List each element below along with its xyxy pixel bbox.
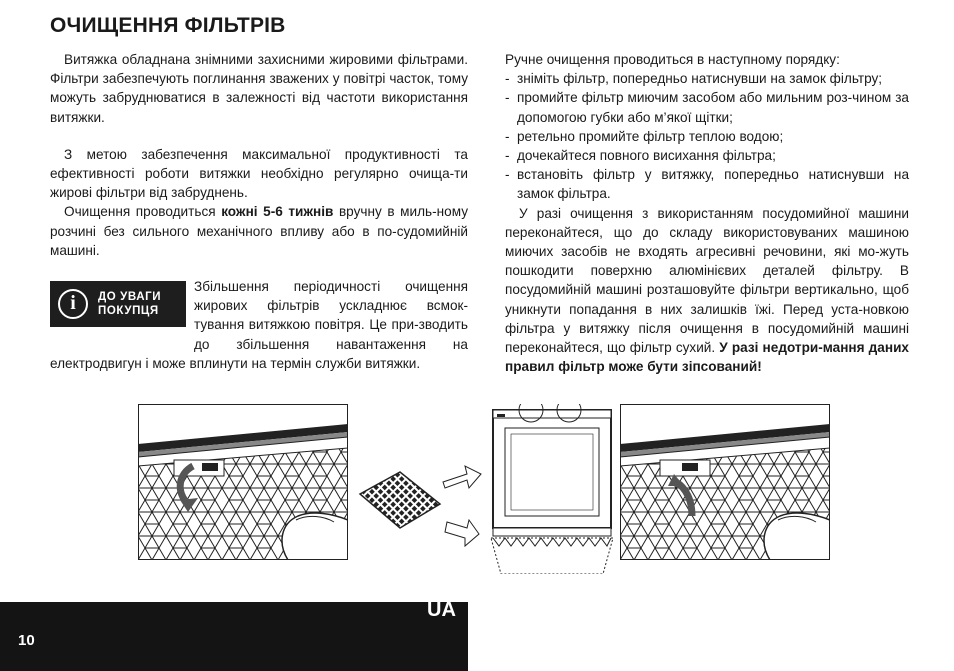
notice-label-line1: ДО УВАГИ bbox=[98, 291, 162, 304]
step-item: - ретельно промийте фільтр теплою водою; bbox=[505, 127, 909, 146]
info-icon: i bbox=[58, 289, 88, 319]
frequency-paragraph bbox=[50, 202, 468, 260]
frequency-highlight: кожні 5-6 тижнів bbox=[221, 204, 334, 220]
dishwasher-paragraph bbox=[505, 204, 909, 377]
step-item: - встановіть фільтр у витяжку, попередньо натиснувши на замок фільтра. bbox=[505, 165, 909, 203]
left-column bbox=[50, 50, 468, 373]
buyer-notice bbox=[50, 277, 468, 373]
filter-removal-illustration bbox=[138, 404, 348, 560]
cleaning-steps bbox=[505, 69, 909, 203]
page-title: ОЧИЩЕННЯ ФІЛЬТРІВ bbox=[50, 14, 286, 37]
filter-grid bbox=[360, 472, 440, 528]
manual-cleaning-intro: Ручне очищення проводиться в наступному порядку: bbox=[505, 52, 840, 67]
step-item: - дочекайтеся повного висихання фільтра; bbox=[505, 146, 909, 165]
intro-paragraph: Витяжка обладнана знімними захисними жировими фільтрами. Фільтри забезпечують поглинання зважених у повітрі часток, тому можуть забруднюватися в залежності від частоти використання витяжки. bbox=[50, 52, 468, 125]
language-code: UA bbox=[427, 599, 456, 621]
dishwasher-text: У разі очищення з використанням посудомийної машини переконайтеся, що до складу використовуваних машиною миючих засобів не входять агресивні речовини, які мо-жуть пошкодити поверхню алюмінієвих деталей фільтру. В посудомийній машині розташовуйте фільтри вертикально, щоб уникнути попадання в них залишків їжі. Перед уста-новкою фільтра у витяжку після очищення в посудомийній машині переконайтеся, що фільтр сухий. bbox=[505, 205, 909, 356]
warning-text: У разі недотри-мання даних правил фільтр може бути зіпсований! bbox=[505, 340, 909, 375]
page-number: 10 bbox=[18, 632, 35, 649]
efficiency-paragraph: З метою забезпечення максимальної продуктивності та ефективності роботи витяжки необхідно регулярно очища-ти жирові фільтри від забруднень. bbox=[50, 146, 468, 201]
frequency-text-c: вручну в миль-ному розчині без сильного механічного впливу або в по-судомийній машині. bbox=[50, 204, 468, 258]
filter-install-illustration bbox=[620, 404, 830, 560]
step-item: - промийте фільтр миючим засобом або мильним роз-чином за допомогою губки або м’якої щітки; bbox=[505, 88, 909, 126]
notice-label-line2: ПОКУПЦЯ bbox=[98, 305, 159, 318]
dishwasher-illustration bbox=[355, 404, 613, 574]
notice-badge bbox=[50, 281, 186, 327]
notice-text: Збільшення періодичності очищення жирових фільтрів ускладнює всмок-тування витяжкою повітря. Це при-зводить до збільшення навантаження на електродвигун і може вплинути на термін служби витяжки. bbox=[50, 279, 468, 371]
right-column bbox=[505, 50, 909, 376]
step-item: - зніміть фільтр, попередньо натиснувши на замок фільтру; bbox=[505, 69, 909, 88]
footer-bar bbox=[0, 602, 468, 671]
frequency-text-a: Очищення проводиться bbox=[64, 204, 222, 220]
